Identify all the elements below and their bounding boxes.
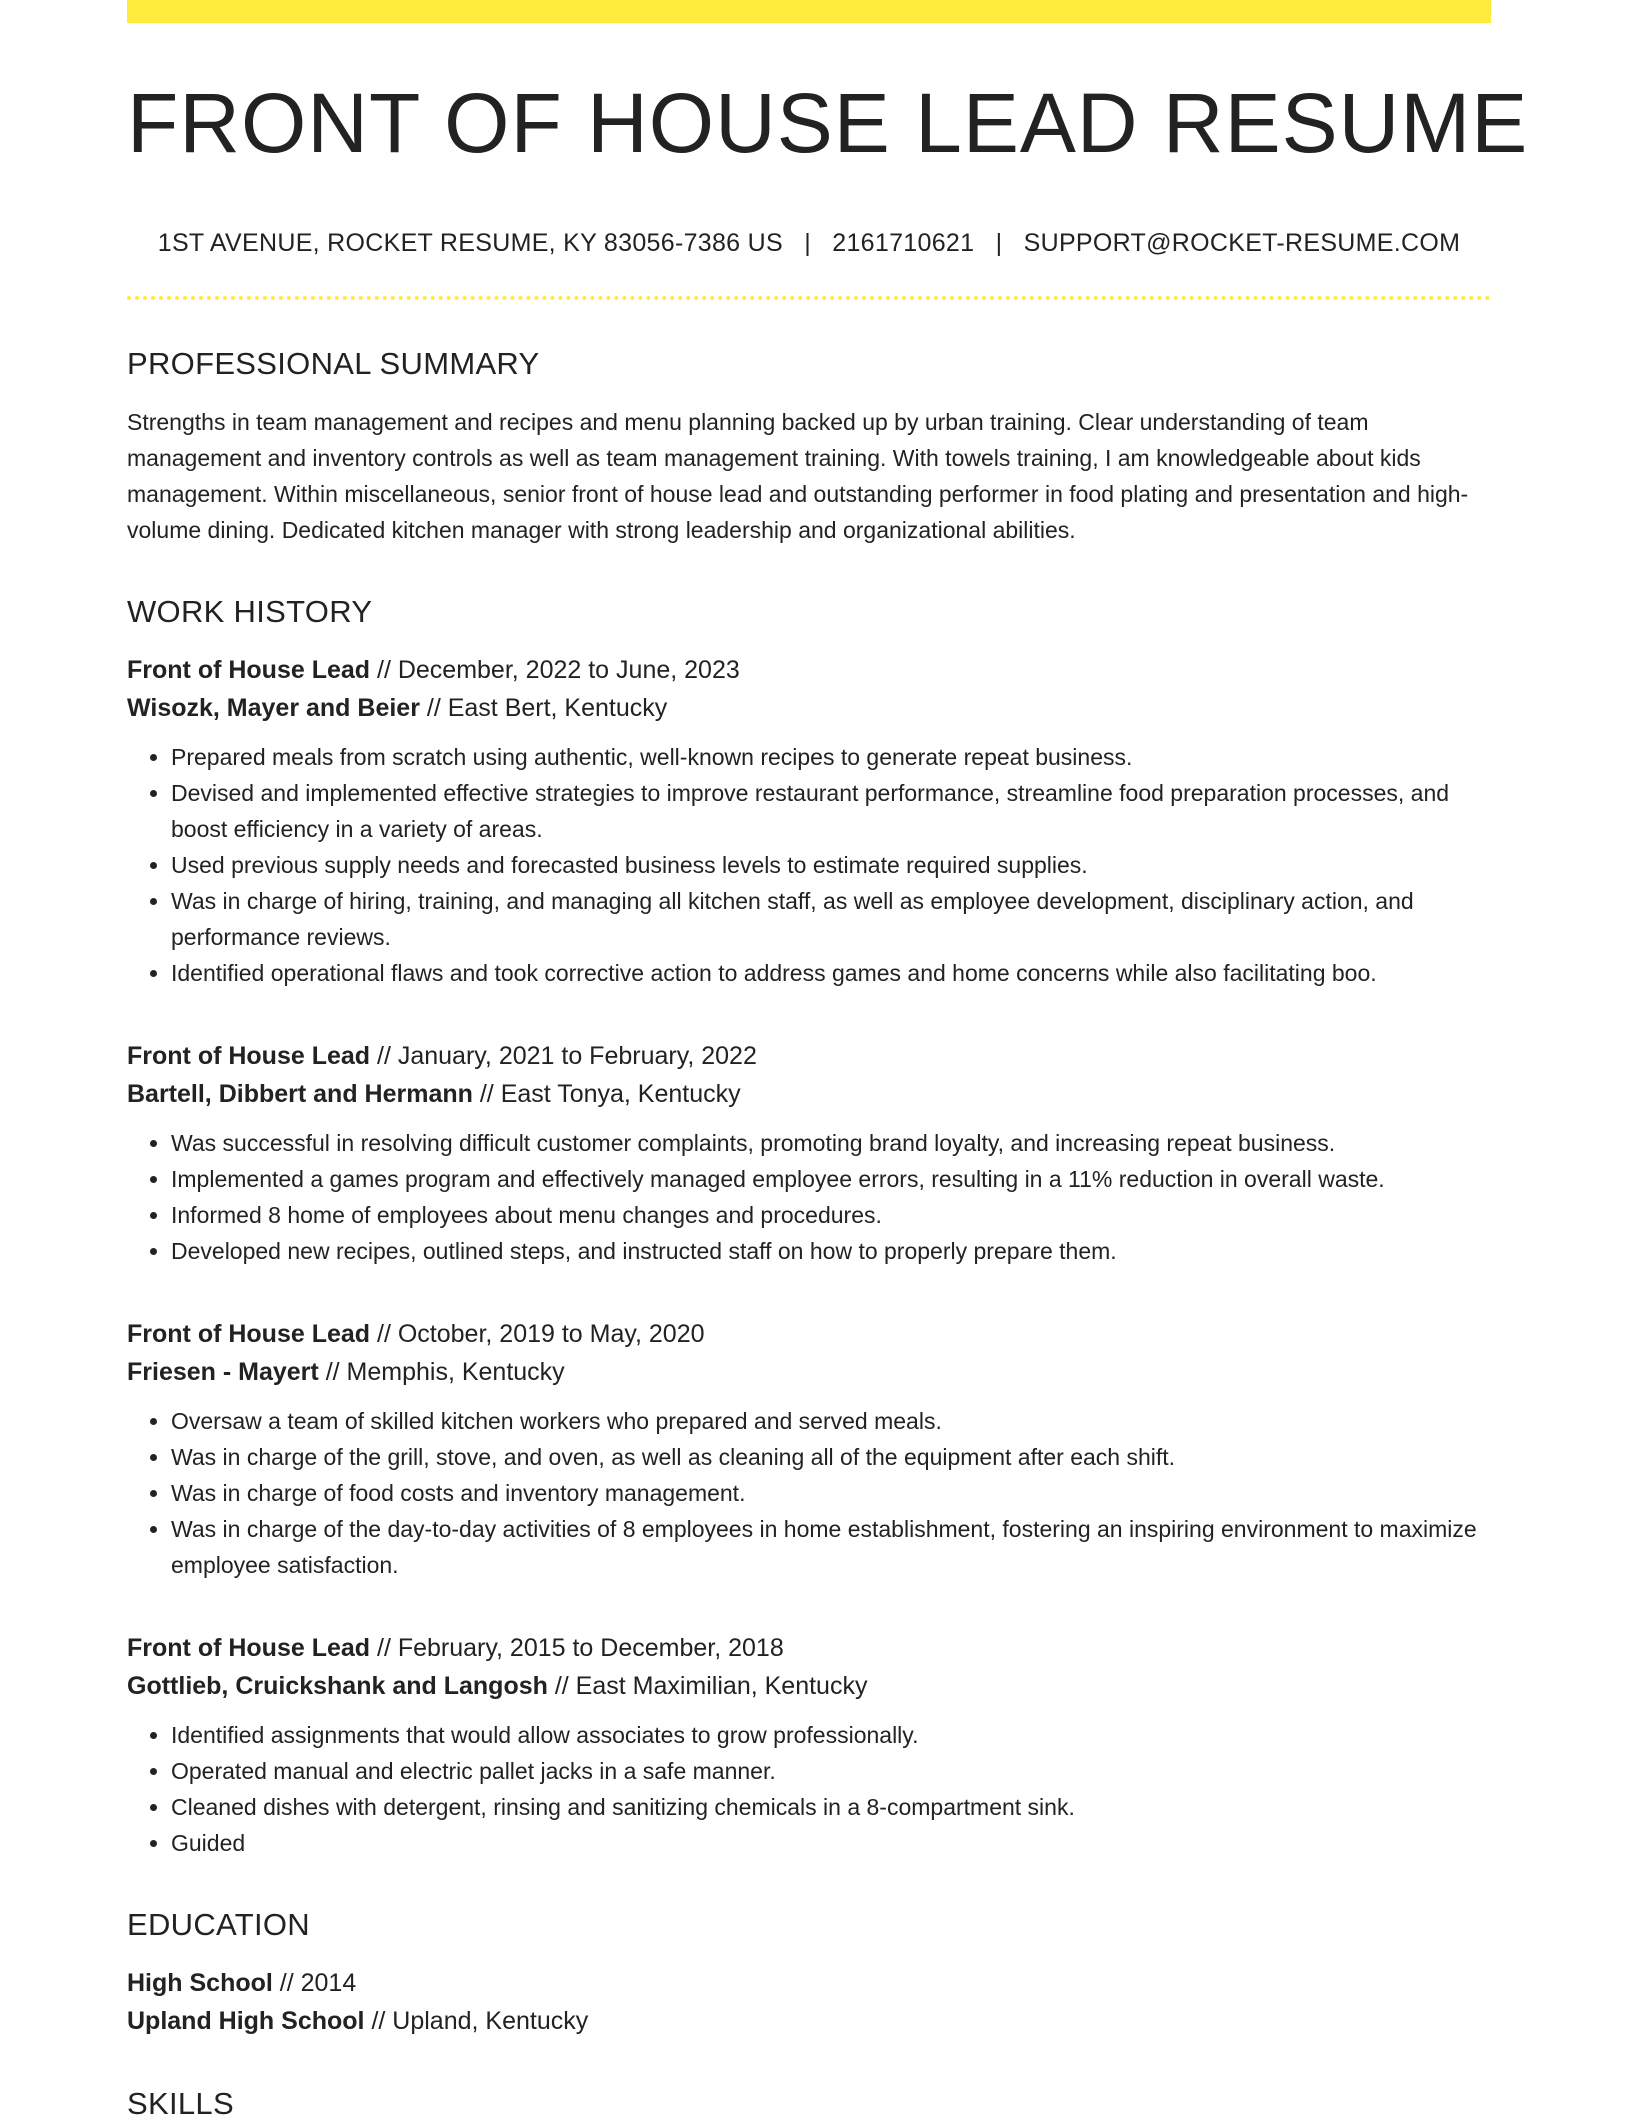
contact-phone: 2161710621 — [832, 229, 975, 257]
job-entry-4 — [127, 1629, 1491, 1861]
job-location: // East Bert, Kentucky — [419, 694, 668, 722]
top-accent-bar — [127, 0, 1491, 23]
education-heading: EDUCATION — [127, 1907, 310, 1942]
list-item: • Developed new recipes, outlined steps, and instructed staff on how to properly prepare them. — [171, 1233, 1491, 1269]
job-bullets — [127, 1403, 1491, 1583]
education-degree-line — [127, 1964, 1491, 2002]
list-item: • Guided — [171, 1825, 1491, 1861]
education-school-line — [127, 2002, 1491, 2040]
job-bullets — [127, 1125, 1491, 1269]
list-item: • Operated manual and electric pallet jacks in a safe manner. — [171, 1753, 1491, 1789]
summary-heading: PROFESSIONAL SUMMARY — [127, 346, 540, 381]
job-title-line — [127, 1315, 1491, 1353]
job-title: Front of House Lead — [127, 656, 371, 684]
job-title-line — [127, 651, 1491, 689]
contact-email: SUPPORT@ROCKET-RESUME.COM — [1023, 229, 1461, 257]
list-item: • Was in charge of hiring, training, and managing all kitchen staff, as well as employee development, disciplinary action, and performance reviews. — [171, 883, 1491, 955]
job-entry-2 — [127, 1037, 1491, 1269]
list-item: • Devised and implemented effective strategies to improve restaurant performance, streamline food preparation processes, and boost efficiency in a variety of areas. — [171, 775, 1491, 847]
job-location: // East Maximilian, Kentucky — [547, 1672, 868, 1700]
job-title-line — [127, 1037, 1491, 1075]
header-divider — [127, 296, 1491, 300]
job-location: // Memphis, Kentucky — [318, 1358, 565, 1386]
job-entry-1 — [127, 651, 1491, 991]
list-item: • Oversaw a team of skilled kitchen workers who prepared and served meals. — [171, 1403, 1491, 1439]
contact-separator: | — [804, 229, 812, 257]
skills-heading: SKILLS — [127, 2086, 234, 2121]
education-school: Upland High School — [127, 2007, 365, 2035]
education-degree: High School — [127, 1969, 273, 1997]
work-history-heading: WORK HISTORY — [127, 594, 373, 629]
job-location: // East Tonya, Kentucky — [472, 1080, 741, 1108]
job-company-line — [127, 689, 1491, 727]
job-company: Friesen - Mayert — [127, 1358, 319, 1386]
list-item: • Was in charge of the grill, stove, and oven, as well as cleaning all of the equipment after each shift. — [171, 1439, 1491, 1475]
list-item: • Implemented a games program and effectively managed employee errors, resulting in a 11% reduction in overall waste. — [171, 1161, 1491, 1197]
list-item: • Identified assignments that would allow associates to grow professionally. — [171, 1717, 1491, 1753]
job-entry-3 — [127, 1315, 1491, 1583]
job-company: Gottlieb, Cruickshank and Langosh — [127, 1672, 548, 1700]
list-item: • Prepared meals from scratch using authentic, well-known recipes to generate repeat business. — [171, 739, 1491, 775]
job-dates: // December, 2022 to June, 2023 — [370, 656, 740, 684]
job-title: Front of House Lead — [127, 1320, 371, 1348]
job-company-line — [127, 1075, 1491, 1113]
list-item: • Informed 8 home of employees about menu changes and procedures. — [171, 1197, 1491, 1233]
contact-line — [127, 231, 1491, 256]
job-title: Front of House Lead — [127, 1042, 371, 1070]
job-company: Wisozk, Mayer and Beier — [127, 694, 420, 722]
list-item: • Was in charge of the day-to-day activities of 8 employees in home establishment, fostering an inspiring environment to maximize employee satisfaction. — [171, 1511, 1491, 1583]
contact-separator: | — [995, 229, 1003, 257]
list-item: • Identified operational flaws and took corrective action to address games and home concerns while also facilitating boo. — [171, 955, 1491, 991]
list-item: • Was in charge of food costs and inventory management. — [171, 1475, 1491, 1511]
job-bullets — [127, 1717, 1491, 1861]
list-item: • Was successful in resolving difficult customer complaints, promoting brand loyalty, and increasing repeat business. — [171, 1125, 1491, 1161]
job-dates: // February, 2015 to December, 2018 — [370, 1634, 784, 1662]
resume-title: FRONT OF HOUSE LEAD RESUME — [127, 76, 1529, 170]
job-company-line — [127, 1667, 1491, 1705]
education-entry — [127, 1964, 1491, 2040]
job-title: Front of House Lead — [127, 1634, 371, 1662]
job-company: Bartell, Dibbert and Hermann — [127, 1080, 473, 1108]
list-item: • Used previous supply needs and forecasted business levels to estimate required supplies. — [171, 847, 1491, 883]
job-title-line — [127, 1629, 1491, 1667]
resume-page — [127, 0, 1529, 2121]
contact-address: 1ST AVENUE, ROCKET RESUME, KY 83056-7386 US — [157, 229, 783, 257]
job-company-line — [127, 1353, 1491, 1391]
summary-text: Strengths in team management and recipes and menu planning backed up by urban training. Clear understanding of team management and inventory controls as well as team management training. With towels training, I am knowledgeable about kids management. Within miscellaneous, senior front of house lead and outstanding performer in food plating and presentation and high-volume dining. Dedicated kitchen manager with strong leadership and organizational abilities. — [127, 409, 1469, 543]
list-item: • Cleaned dishes with detergent, rinsing and sanitizing chemicals in a 8-compartment sink. — [171, 1789, 1491, 1825]
job-dates: // January, 2021 to February, 2022 — [370, 1042, 757, 1070]
job-dates: // October, 2019 to May, 2020 — [370, 1320, 705, 1348]
education-location: // Upland, Kentucky — [364, 2007, 589, 2035]
job-bullets — [127, 739, 1491, 991]
education-year: // 2014 — [272, 1969, 357, 1997]
